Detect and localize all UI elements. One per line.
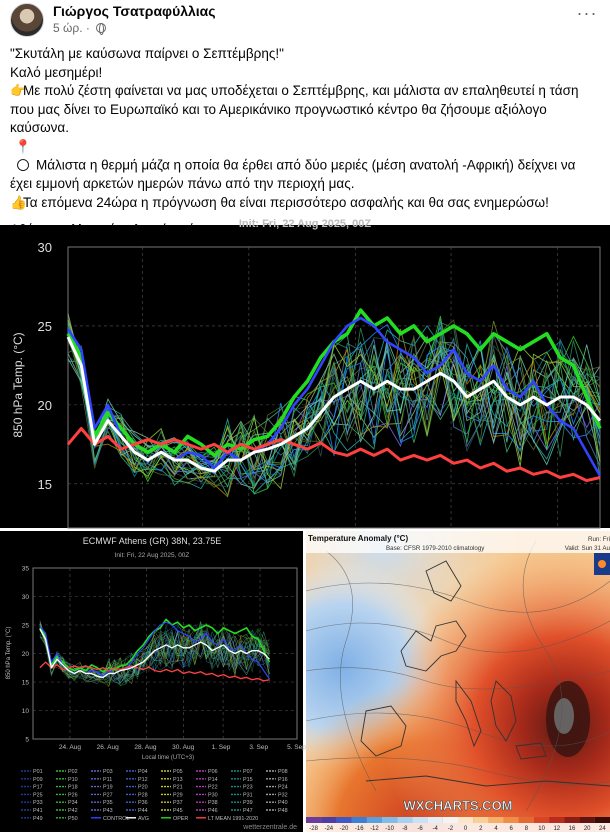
- post-line: 👉Με πολύ ζέστη φαίνεται να μας υποδέχεται ο Σεπτέμβρης, και μάλιστα αν επαληθευτεί η τάση που μας δίνει το Ευρωπαϊκό και το Αμερικάνικο προγνωστικό κέντρο θα ζήσουμε αξιόλογο καύσωνα.: [10, 83, 579, 136]
- legend-label: P01: [33, 769, 43, 775]
- y-tick-label: 30: [21, 594, 29, 601]
- colorbar-label: 16: [568, 826, 576, 832]
- colorbar: [306, 817, 610, 832]
- colorbar-label: -16: [354, 826, 364, 832]
- legend-label: P45: [173, 808, 183, 814]
- colorbar-swatch: [595, 817, 610, 823]
- legend-label: P48: [278, 808, 288, 814]
- footer-credit: wetterzentrale.de: [243, 824, 297, 831]
- legend-label: P29: [173, 792, 183, 799]
- colorbar-swatch: [473, 817, 488, 823]
- legend-label: P42: [68, 808, 78, 814]
- chart-subtitle: Init: Fri, 22 Aug 2025, 00Z: [114, 552, 190, 559]
- y-tick-label: 30: [37, 240, 52, 255]
- legend-label: P17: [33, 784, 43, 791]
- globe-icon: [96, 23, 106, 33]
- legend-label: P44: [138, 808, 148, 814]
- colorbar-swatch: [549, 817, 564, 823]
- colorbar-label: 20: [583, 826, 591, 832]
- chart-title: ECMWF Athens (GR) 38N, 23.75E: [82, 536, 222, 546]
- colorbar-label: 2: [479, 826, 483, 832]
- legend-label: P09: [33, 776, 43, 783]
- map-title: Temperature Anomaly (°C): [308, 534, 409, 543]
- legend-label: P06: [208, 769, 218, 775]
- legend-label: P25: [33, 792, 43, 799]
- colorbar-swatch: [382, 817, 397, 823]
- map-run: Run: Fri: [587, 536, 610, 543]
- y-tick-label: 20: [21, 651, 29, 658]
- chart-title: Init: Fri, 22 Aug 2025, 00Z: [238, 218, 372, 230]
- legend-label: LT MEAN 1991-2020: [208, 815, 259, 822]
- post-line: "Σκυτάλη με καύσωνα παίρνει ο Σεπτέμβρης!": [10, 46, 284, 61]
- avatar[interactable]: [10, 3, 44, 37]
- ensemble-chart-full[interactable]: [0, 531, 306, 832]
- colorbar-swatch: [336, 817, 351, 823]
- colorbar-swatch: [306, 817, 321, 823]
- x-tick-label: 5. Sep: [287, 744, 306, 751]
- legend-label: P43: [103, 808, 113, 814]
- colorbar-label: -24: [324, 826, 334, 832]
- legend-label: CONTROL: [103, 815, 130, 822]
- colorbar-label: 10: [538, 826, 545, 832]
- legend-label: P30: [208, 792, 218, 799]
- legend-label: P03: [103, 769, 113, 775]
- legend-label: P39: [243, 800, 253, 807]
- y-tick-label: 25: [21, 622, 29, 630]
- y-tick-label: 15: [21, 679, 29, 687]
- y-tick-label: 10: [21, 708, 29, 715]
- legend-label: P05: [173, 769, 183, 775]
- legend-label: P40: [278, 800, 288, 807]
- x-tick-label: 24. Aug: [58, 744, 81, 751]
- legend-label: P20: [138, 784, 148, 791]
- legend-label: P41: [33, 808, 43, 814]
- x-tick-label: 26. Aug: [96, 744, 119, 751]
- colorbar-swatch: [564, 817, 579, 823]
- legend-label: P02: [68, 769, 78, 775]
- colorbar-swatch: [580, 817, 595, 823]
- legend-label: P07: [243, 769, 253, 775]
- colorbar-swatch: [488, 817, 503, 823]
- y-axis-label: 850 hPa Temp. (°C): [6, 626, 12, 680]
- colorbar-label: 24: [599, 826, 606, 832]
- legend-label: P19: [103, 784, 113, 791]
- colorbar-swatch: [352, 817, 367, 823]
- colorbar-label: 4: [494, 826, 498, 832]
- x-tick-label: 30. Aug: [172, 744, 195, 751]
- ensemble-chart-svg: [0, 218, 610, 528]
- colorbar-label: -12: [370, 826, 379, 832]
- anomaly-map[interactable]: [306, 531, 610, 832]
- legend-label: P31: [243, 792, 253, 799]
- x-tick-label: 3. Sep: [249, 744, 269, 751]
- legend-label: P46: [208, 808, 218, 814]
- colorbar-label: -8: [402, 826, 408, 832]
- colorbar-swatch: [519, 817, 534, 823]
- colorbar-label: -20: [339, 826, 349, 832]
- legend-label: P21: [173, 784, 183, 791]
- colorbar-swatch: [428, 817, 443, 823]
- legend-label: P15: [243, 776, 253, 783]
- y-tick-label: 5: [25, 736, 29, 744]
- post-line: Καλό μεσημέρι!: [10, 64, 103, 80]
- legend-label: OPER: [173, 815, 189, 822]
- post-time[interactable]: 5 ώρ.: [53, 21, 83, 35]
- post-header: [0, 0, 610, 40]
- legend-label: P36: [138, 800, 148, 807]
- legend-label: P28: [138, 792, 148, 799]
- author-name[interactable]: Γιώργος Τσατραφύλλιας: [53, 3, 216, 19]
- colorbar-swatch: [412, 817, 427, 823]
- brand-watermark: WXCHARTS.COM: [403, 798, 513, 813]
- pin-sun-icon: 📍🌕: [14, 138, 32, 173]
- legend-label: P22: [208, 784, 218, 791]
- colorbar-label: 0: [463, 826, 468, 832]
- legend-label: P27: [103, 792, 113, 799]
- legend-label: P11: [103, 776, 113, 783]
- y-tick-label: 15: [37, 476, 52, 492]
- separator-dot: ·: [85, 21, 94, 35]
- legend-label: P37: [173, 800, 183, 807]
- ensemble-chart-large[interactable]: [0, 218, 610, 528]
- legend-label: P23: [243, 784, 253, 791]
- y-tick-label: 25: [37, 318, 52, 334]
- legend-label: P24: [278, 784, 288, 791]
- colorbar-label: -4: [432, 826, 438, 832]
- x-tick-label: 28. Aug: [134, 744, 157, 751]
- map-valid: Valid: Sun 31 Au: [564, 545, 610, 552]
- colorbar-swatch: [367, 817, 382, 823]
- legend-label: P47: [243, 808, 253, 814]
- more-options-button[interactable]: ···: [576, 3, 598, 23]
- colorbar-swatch: [504, 817, 519, 823]
- legend-label: P12: [138, 776, 148, 783]
- y-tick-label: 20: [37, 397, 52, 413]
- colorbar-swatch: [443, 817, 458, 823]
- legend-label: P26: [68, 792, 78, 799]
- x-axis-label: Local time (UTC+3): [141, 755, 195, 761]
- legend-label: P34: [68, 800, 78, 807]
- legend-label: P16: [278, 776, 288, 783]
- legend-label: P33: [33, 800, 43, 807]
- legend-label: P18: [68, 784, 78, 791]
- colorbar-label: -2: [447, 826, 454, 832]
- anomaly-map-svg: [306, 531, 610, 832]
- colorbar-swatch: [458, 817, 473, 823]
- legend-label: P04: [138, 769, 148, 775]
- legend-label: P08: [278, 769, 288, 775]
- colorbar-label: -6: [417, 826, 423, 832]
- ensemble-chart-small-svg: [0, 531, 306, 832]
- thumbs-up-icon: 👍: [10, 194, 27, 210]
- legend-label: P32: [278, 792, 288, 799]
- post-line: 👍Τα επόμενα 24ώρα η πρόγνωση θα είναι περισσότερο ασφαλής και θα σας ενημερώσω!: [10, 194, 600, 213]
- legend-label: P38: [208, 800, 218, 807]
- colorbar-swatch: [321, 817, 336, 823]
- map-subtitle: Base: CFSR 1979-2010 climatology: [386, 545, 485, 552]
- legend-label: P10: [68, 776, 78, 783]
- y-axis-label: 850 hPa Temp. (°C): [11, 332, 25, 438]
- sun-icon: [598, 560, 606, 568]
- colorbar-label: 8: [524, 826, 529, 832]
- colorbar-label: 6: [509, 826, 513, 832]
- legend-label: P35: [103, 800, 113, 807]
- colorbar-label: 12: [553, 826, 561, 832]
- colorbar-label: -10: [385, 826, 394, 832]
- post-meta: [53, 21, 106, 35]
- legend-label: AVG: [138, 815, 149, 822]
- x-tick-label: 1. Sep: [211, 744, 231, 751]
- legend-label: P14: [208, 776, 218, 783]
- colorbar-swatch: [397, 817, 412, 823]
- post-text: [10, 45, 600, 240]
- legend-label: P50: [68, 815, 78, 822]
- post-line: 📍🌕 Μάλιστα η θερμή μάζα η οποία θα έρθει από δύο μεριές (μέση ανατολή -Αφρική) δείχνει να έχει εμμονή αρκετών ημερών πάνω από την περιοχή μας.: [10, 138, 576, 192]
- colorbar-label: -28: [309, 826, 318, 832]
- legend-label: P49: [33, 815, 43, 822]
- colorbar-swatch: [534, 817, 549, 823]
- point-right-icon: 👉: [10, 83, 27, 99]
- legend-label: P13: [173, 776, 183, 783]
- y-tick-label: 35: [21, 565, 29, 573]
